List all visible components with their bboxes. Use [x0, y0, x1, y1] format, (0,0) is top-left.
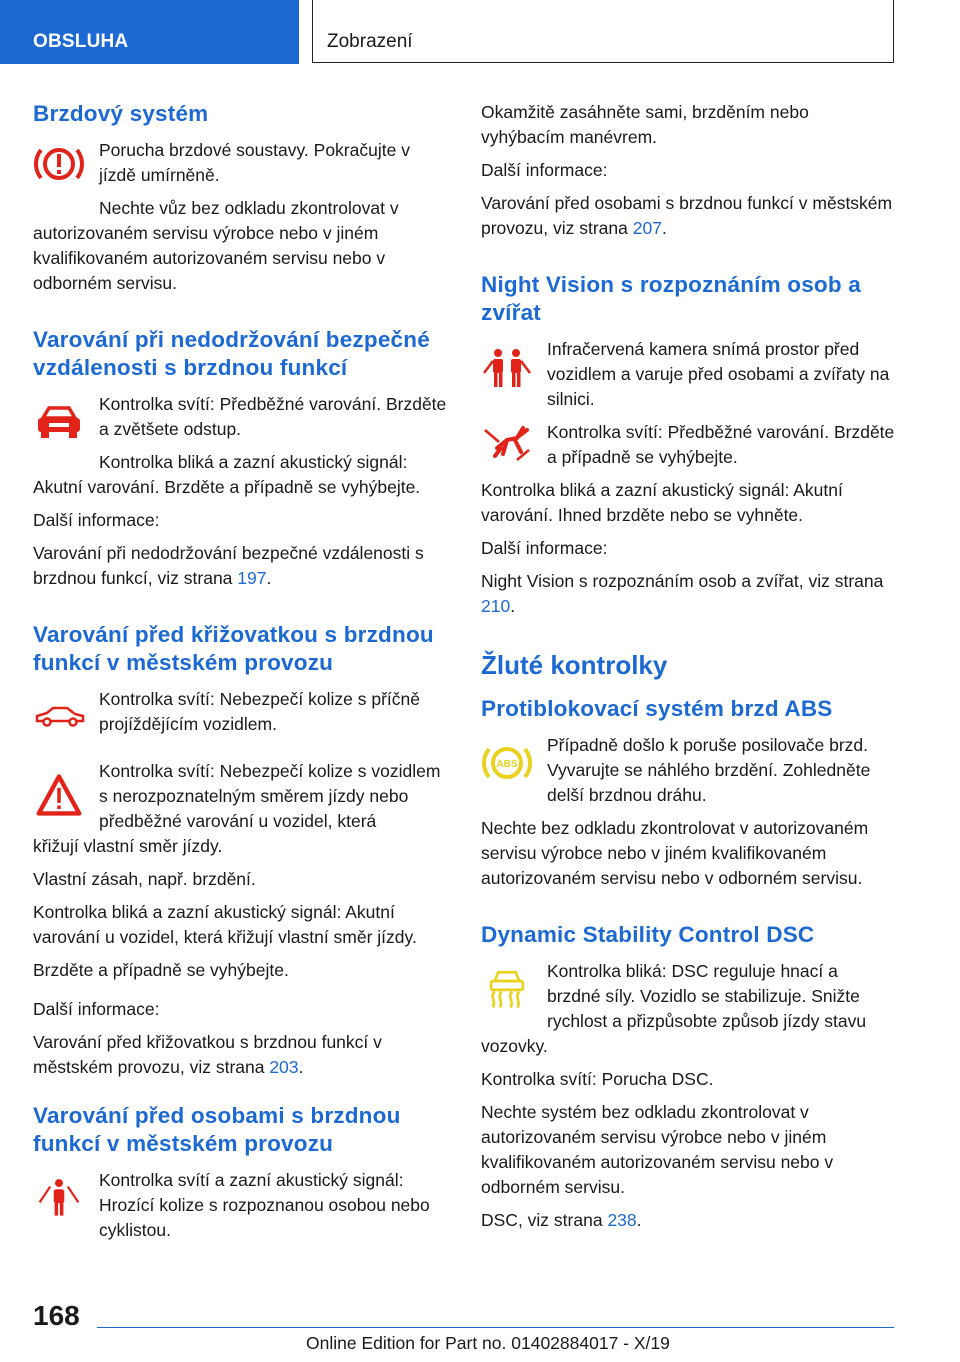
text: Nechte systém bez odkladu zkontrolovat v autorizovaném servisu výrobce nebo v jiném kvalifikovaném autorizovaném servisu nebo v odborném servisu. [481, 1102, 834, 1197]
text: Porucha brzdové soustavy. Pokračujte v jízdě umírněně. [99, 140, 410, 185]
text: Kontrolka svítí: Porucha DSC. [481, 1069, 714, 1089]
text: Další informace: [33, 510, 160, 530]
dsc-icon [481, 967, 533, 1011]
text [481, 569, 896, 619]
section-tab [0, 0, 299, 64]
page-link-197[interactable]: 197 [237, 568, 267, 588]
text [481, 1208, 896, 1233]
heading-abs: Protiblokovací systém brzd ABS [481, 696, 833, 721]
warning-triangle-icon [33, 773, 85, 817]
heading-dsc: Dynamic Stability Control DSC [481, 922, 815, 947]
car-front-icon [33, 400, 85, 444]
abs-icon [481, 741, 533, 785]
pedestrian-warning-item [33, 1168, 447, 1243]
text: Další informace: [481, 160, 608, 180]
left-column [33, 100, 447, 1251]
text: Kontrolka bliká a zazní akustický signál: [99, 452, 408, 472]
night-vision-item-2 [481, 420, 896, 470]
text: Brzděte a případně se vyhýbejte. [33, 960, 289, 980]
text: Varování před osobami s brzdnou funkcí v městském provozu, viz strana [481, 193, 893, 238]
text: Další informace: [481, 538, 608, 558]
text: Nechte bez odkladu zkontrolovat v autorizovaném servisu výrobce nebo v jiném kvalifikovaném autorizovaném servisu nebo v odborném servisu. [481, 818, 869, 888]
text: Kontrolka bliká a zazní akustický signál: Akutní varování u vozidel, která křižují vlastní směr jízdy. [33, 902, 417, 947]
text: Nechte vůz bez odkladu zkontrolovat v [99, 198, 399, 218]
text: Infračervená kamera snímá prostor před vozidlem a varuje před osobami a zvířaty na silnici. [547, 339, 890, 409]
heading-yellow-lights: Žluté kontrolky [481, 650, 668, 680]
night-vision-item [481, 337, 896, 412]
brake-system-item [33, 138, 447, 221]
footer-divider [97, 1327, 894, 1328]
text: Akutní varování. Brzděte a případně se vyhýbejte. [33, 477, 421, 497]
heading-pedestrian-warning: Varování před osobami s brzdnou funkcí v městském provozu [33, 1103, 401, 1156]
text: Vlastní zásah, např. brzdění. [33, 869, 256, 889]
text: křižují vlastní směr jízdy. [33, 836, 223, 856]
crossing-warning-item-2 [33, 759, 447, 834]
text: . [661, 218, 667, 238]
right-column [481, 100, 896, 1241]
car-side-icon [33, 693, 85, 737]
text: Kontrolka svítí: Předběžné varování. Brzděte a zvětšete odstup. [99, 394, 447, 439]
text: . [266, 568, 272, 588]
text: Night Vision s rozpoznáním osob a zvířat, viz strana [481, 571, 884, 591]
text: Kontrolka svítí: Předběžné varování. Brzděte a případně se vyhýbejte. [547, 422, 895, 467]
footer-edition: Online Edition for Part no. 01402884017 - X/19 [306, 1333, 670, 1353]
text: Další informace: [33, 999, 160, 1019]
text: . [298, 1057, 304, 1077]
text: DSC, viz strana [481, 1210, 608, 1230]
heading-distance-warning: Varování při nedodržování bezpečné vzdálenosti s brzdnou funkcí [33, 327, 430, 380]
distance-warning-item [33, 392, 447, 475]
persons-icon [481, 347, 533, 391]
text: Kontrolka bliká a zazní akustický signál: Akutní varování. Ihned brzděte nebo se vyhněte. [481, 480, 843, 525]
text: . [636, 1210, 642, 1230]
abs-icon-text: ABS [496, 759, 518, 770]
text [33, 1030, 447, 1080]
page-link-203[interactable]: 203 [269, 1057, 299, 1077]
brake-warning-icon [33, 142, 85, 186]
text [481, 191, 896, 241]
text: . [510, 596, 516, 616]
crossing-warning-item [33, 687, 447, 737]
text: Varování před křižovatkou s brzdnou funkcí v městském provozu, viz strana [33, 1032, 382, 1077]
page-link-238[interactable]: 238 [607, 1210, 637, 1230]
text: Případně došlo k poruše posilovače brzd. Vyvarujte se náhlého brzdění. Zohledněte delší brzdnou dráhu. [547, 735, 871, 805]
text: Kontrolka bliká: DSC reguluje hnací a brzdné síly. Vozidlo se stabilizuje. Snižte rychlost a přizpůsobte způsob jízdy stavu [547, 961, 867, 1031]
header-title: Zobrazení [327, 31, 413, 52]
page-link-207[interactable]: 207 [632, 218, 662, 238]
heading-brake-system: Brzdový systém [33, 101, 209, 126]
text: vozovky. [481, 1036, 548, 1056]
text: Varování při nedodržování bezpečné vzdálenosti s brzdnou funkcí, viz strana [33, 543, 424, 588]
text: autorizovaném servisu výrobce nebo v jiném kvalifikovaném autorizovaném servisu nebo v odborném servisu. [33, 223, 386, 293]
page-number: 168 [33, 1300, 80, 1331]
heading-crossing-warning: Varování před křižovatkou s brzdnou funkcí v městském provozu [33, 622, 434, 675]
section-label: OBSLUHA [33, 31, 129, 52]
animal-icon [481, 422, 533, 466]
abs-item [481, 733, 896, 808]
page-link-210[interactable]: 210 [481, 596, 511, 616]
heading-night-vision: Night Vision s rozpoznáním osob a zvířat [481, 272, 861, 325]
dsc-item [481, 959, 896, 1034]
pedestrian-icon [33, 1176, 85, 1220]
header-title-box [312, 0, 894, 63]
text: Kontrolka svítí: Nebezpečí kolize s příčně projíždějícím vozidlem. [99, 689, 420, 734]
text [33, 541, 447, 591]
text: Kontrolka svítí: Nebezpečí kolize s vozidlem s nerozpoznatelným směrem jízdy nebo předběžné varování u vozidel, která [99, 761, 441, 831]
text: Kontrolka svítí a zazní akustický signál: Hrozící kolize s rozpoznanou osobou nebo cyklistou. [99, 1170, 430, 1240]
text: Okamžitě zasáhněte sami, brzděním nebo vyhýbacím manévrem. [481, 102, 809, 147]
